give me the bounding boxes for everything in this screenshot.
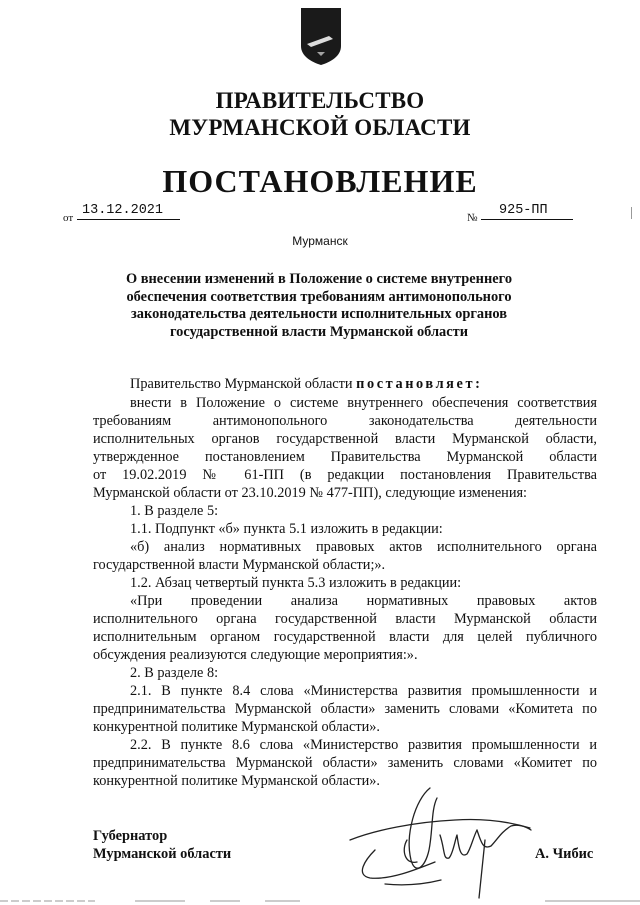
document-type-title: ПОСТАНОВЛЕНИЕ <box>162 163 478 199</box>
body-line: обсуждения реализуются следующие мероприятия:». <box>93 647 418 663</box>
handwritten-signature <box>345 780 535 900</box>
body-line: исполнительных органов государственной власти Мурманской области, <box>93 431 597 447</box>
body-line: Мурманской области от 23.10.2019 № 477-ПП), следующие изменения: <box>93 485 528 501</box>
intro-decree: постановляет: <box>356 376 483 392</box>
document-number: 925-ПП <box>481 203 573 220</box>
body-line: 1.1. Подпункт «б» пункта 5.1 изложить в редакции: <box>130 521 443 537</box>
scan-edge-marks <box>0 899 640 903</box>
intro-lead: Правительство Мурманской области <box>130 376 357 392</box>
signatory-role-line1: Губернатор <box>93 828 168 844</box>
signatory-name: А. Чибис <box>535 846 594 862</box>
document-subject: О внесении изменений в Положение о системе внутреннего обеспечения соответствия требованиям антимонопольного законодательства деятельности исполнительных органов государственной власти Мурманской области <box>125 271 513 340</box>
body-line: внести в Положение о системе внутреннего обеспечения соответствия <box>130 395 597 411</box>
body-line: от 19.02.2019 № 61-ПП (в редакции постановления Правительства <box>93 467 597 483</box>
number-label: № <box>467 212 478 224</box>
body-line: 2. В разделе 8: <box>130 665 219 681</box>
body-line: предпринимательства Мурманской области» заменить словами «Комитет по <box>93 755 597 771</box>
body-line: конкурентной политике Мурманской области». <box>93 773 380 789</box>
body-line: конкурентной политике Мурманской области». <box>93 719 380 735</box>
date-label: от <box>63 212 74 224</box>
coat-of-arms-icon <box>299 6 343 66</box>
org-name-line1: ПРАВИТЕЛЬСТВО <box>215 88 425 113</box>
body-line: 1.2. Абзац четвертый пункта 5.3 изложить в редакции: <box>130 575 462 591</box>
org-name-line2: МУРМАНСКОЙ ОБЛАСТИ <box>169 115 471 140</box>
margin-mark <box>631 207 637 219</box>
signatory-role-line2: Мурманской области <box>93 846 232 862</box>
body-line: 2.1. В пункте 8.4 слова «Министерства развития промышленности и <box>130 683 597 699</box>
body-line: исполнительного органа государственной власти Мурманской области <box>93 611 597 627</box>
body-line: 2.2. В пункте 8.6 слова «Министерство развития промышленности и <box>130 737 597 753</box>
body-line: 1. В разделе 5: <box>130 503 219 519</box>
body-line: утвержденное постановлением Правительства Мурманской области <box>93 449 597 465</box>
body-line: «При проведении анализа нормативных правовых актов <box>130 593 597 609</box>
body-line: предпринимательства Мурманской области» заменить словами «Комитета по <box>93 701 597 717</box>
body-line: «б) анализ нормативных правовых актов исполнительного органа <box>130 539 597 555</box>
intro-line <box>130 376 597 393</box>
body-line: исполнительным органом государственной власти для целей публичного <box>93 629 597 645</box>
body-line: требованиям антимонопольного законодательства деятельности <box>93 413 597 429</box>
document-date: 13.12.2021 <box>77 203 180 220</box>
body-line: государственной власти Мурманской области;». <box>93 557 386 573</box>
city-name: Мурманск <box>292 234 348 248</box>
